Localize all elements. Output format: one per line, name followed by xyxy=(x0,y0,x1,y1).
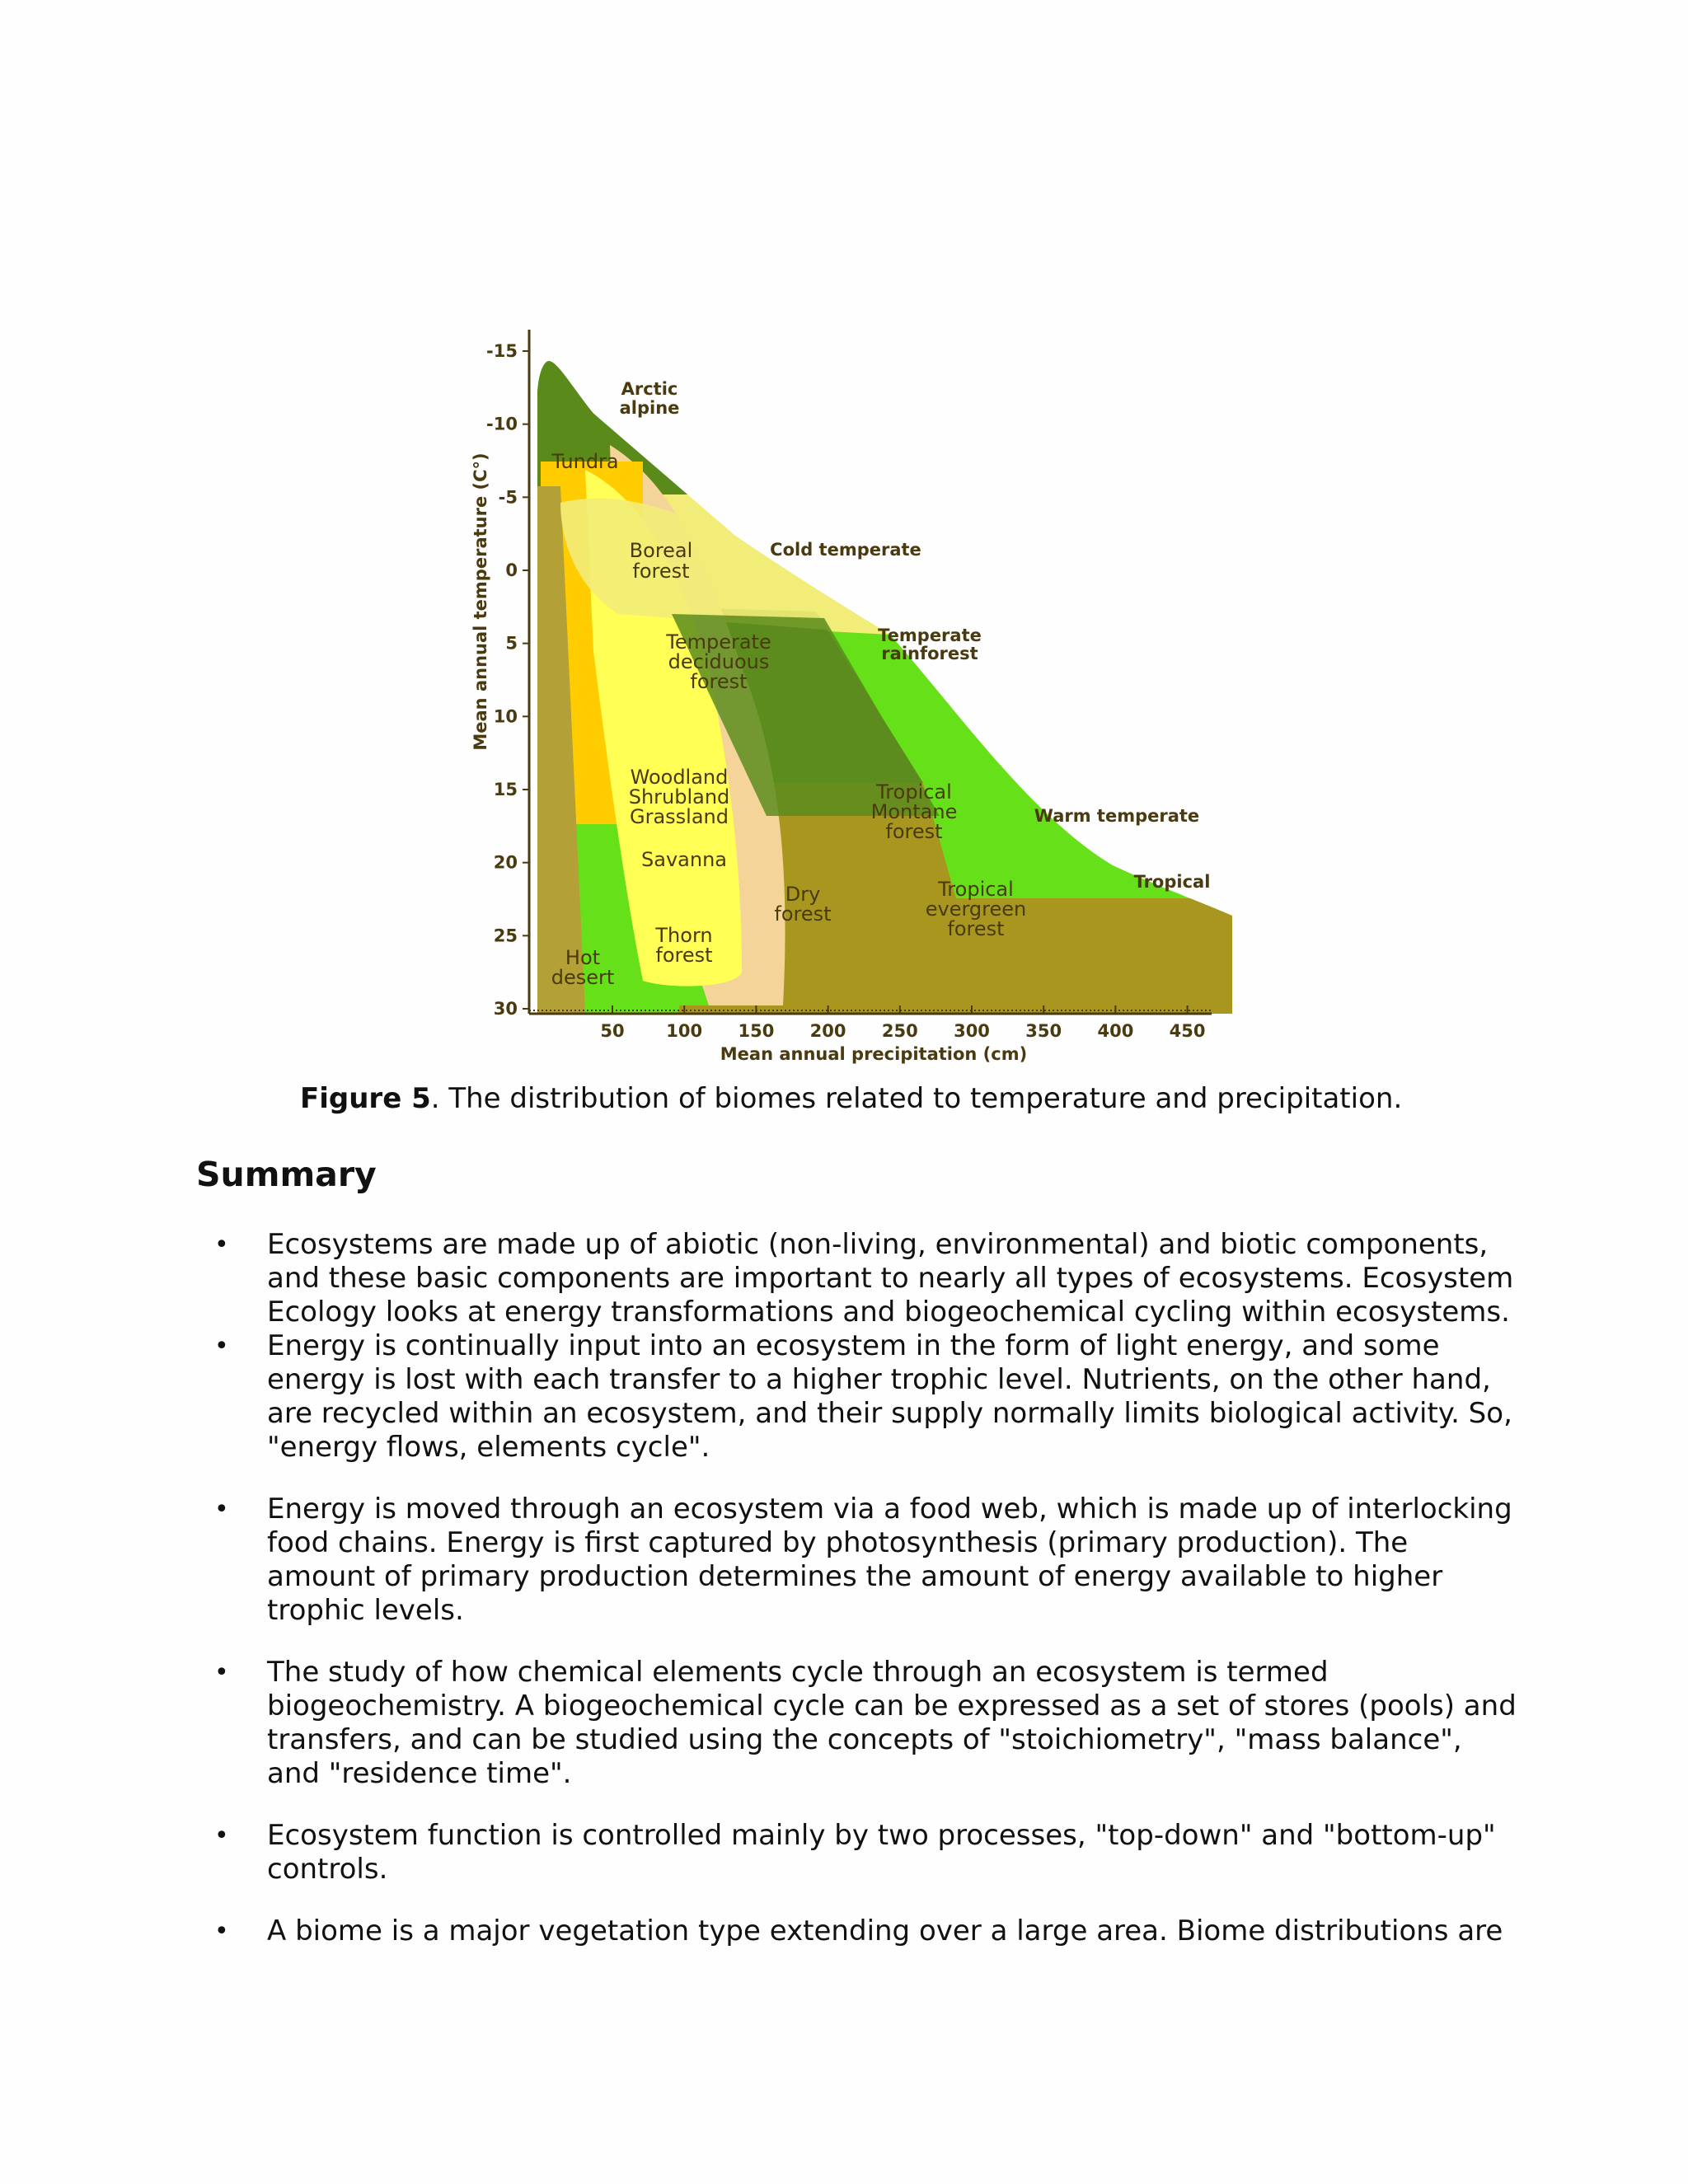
x-tick-label: 250 xyxy=(881,1021,918,1041)
figure-caption-text: . The distribution of biomes related to temperature and precipitation. xyxy=(430,1082,1403,1115)
region-label-woodland: Woodland xyxy=(630,766,729,789)
summary-item xyxy=(196,1228,1523,1329)
y-tick-label: -15 xyxy=(486,341,518,361)
x-tick-label: 200 xyxy=(809,1021,846,1041)
x-tick-label: 400 xyxy=(1097,1021,1134,1041)
region-label-tropical-evergreen-2: evergreen xyxy=(925,898,1027,921)
region-label-tropical-montane-2: Montane xyxy=(870,800,958,823)
y-tick-label: 25 xyxy=(493,926,518,946)
zone-label-rainforest: rainforest xyxy=(881,644,978,663)
y-tick-label: 5 xyxy=(505,633,518,654)
y-axis-title: Mean annual temperature (C°) xyxy=(471,452,490,751)
region-label-tropical-montane-1: Tropical xyxy=(876,780,952,804)
region-label-tropical-montane-3: forest xyxy=(885,820,943,843)
y-tick-group xyxy=(486,341,529,1019)
region-label-savanna: Savanna xyxy=(641,848,727,871)
region-label-thorn-forest: forest xyxy=(655,944,713,967)
y-tick-label: 0 xyxy=(505,560,518,580)
figure-caption-label: Figure 5 xyxy=(300,1082,431,1115)
zone-label-tropical: Tropical xyxy=(1133,872,1211,892)
region-label-tropical-evergreen-3: forest xyxy=(947,917,1005,940)
y-tick-label: -5 xyxy=(498,487,518,508)
region-label-deciduous-forest: forest xyxy=(690,670,748,693)
biome-diagram xyxy=(462,321,1232,1076)
bullet-icon: • xyxy=(214,1495,229,1524)
region-label-tropical-evergreen-1: Tropical xyxy=(938,878,1014,901)
zone-label-arctic: Arctic xyxy=(621,379,678,399)
y-tick-label: -10 xyxy=(486,414,518,434)
region-label-tundra: Tundra xyxy=(551,450,619,473)
region-label-dry: Dry xyxy=(785,883,821,906)
x-tick-label: 350 xyxy=(1025,1021,1062,1041)
summary-item-text: Ecosystem function is controlled mainly by two processes, "top-down" and "bottom-up" controls. xyxy=(267,1819,1496,1886)
biome-figure xyxy=(462,321,1232,1076)
region-label-shrubland: Shrubland xyxy=(628,785,730,808)
x-tick-label: 50 xyxy=(600,1021,625,1041)
summary-heading: Summary xyxy=(196,1155,377,1194)
zone-label-temperate: Temperate xyxy=(878,626,982,645)
region-label-dry-forest: forest xyxy=(774,902,832,926)
summary-item xyxy=(196,1493,1523,1628)
zone-label-cold-temperate: Cold temperate xyxy=(770,540,921,560)
summary-list xyxy=(196,1228,1523,1948)
bullet-icon: • xyxy=(214,1230,229,1259)
summary-item xyxy=(196,1329,1523,1465)
bullet-icon: • xyxy=(214,1917,229,1946)
region-label-grassland: Grassland xyxy=(630,805,729,828)
summary-item xyxy=(196,1819,1523,1886)
region-label-hot: Hot xyxy=(565,946,601,969)
summary-item-text: Ecosystems are made up of abiotic (non-living, environmental) and biotic components, and these basic components are important to nearly all types of ecosystems. Ecosystem Ecology looks at energy transformations and biogeochemical cycling within ecosystems. xyxy=(267,1228,1514,1329)
y-tick-label: 10 xyxy=(493,706,518,727)
x-tick-label: 300 xyxy=(954,1021,990,1041)
y-tick-label: 30 xyxy=(493,999,518,1019)
region-label-boreal-forest: forest xyxy=(632,560,690,583)
bullet-icon: • xyxy=(214,1821,229,1850)
y-tick-label: 15 xyxy=(493,780,518,799)
bullet-icon: • xyxy=(214,1332,229,1361)
region-label-deciduous: deciduous xyxy=(668,650,770,673)
summary-item-text: Energy is continually input into an ecosystem in the form of light energy, and some energy is lost with each transfer to a higher trophic level. Nutrients, on the other hand, are recycled within an ecosystem, and their supply normally limits biological activity. So, "energy flows, elements cycle". xyxy=(267,1329,1512,1464)
summary-item-text: A biome is a major vegetation type extending over a large area. Biome distributions are xyxy=(267,1915,1503,1947)
x-tick-label: 100 xyxy=(666,1021,703,1041)
figure-caption xyxy=(300,1080,1454,1118)
summary-item xyxy=(196,1656,1523,1791)
x-tick-label: 450 xyxy=(1169,1021,1206,1041)
y-tick-label: 20 xyxy=(493,852,518,873)
summary-item-text: The study of how chemical elements cycle through an ecosystem is termed biogeochemistry. A biogeochemical cycle can be expressed as a set of stores (pools) and transfers, and can be studied using the concepts of "stoichiometry", "mass balance", and "residence time". xyxy=(267,1656,1517,1790)
zone-label-alpine: alpine xyxy=(619,398,680,418)
x-tick-label: 150 xyxy=(738,1021,775,1041)
region-label-boreal: Boreal xyxy=(629,539,693,562)
region-label-temperate: Temperate xyxy=(666,630,771,654)
bullet-icon: • xyxy=(214,1658,229,1687)
region-label-thorn: Thorn xyxy=(655,924,713,947)
summary-item-text: Energy is moved through an ecosystem via a food web, which is made up of interlocking food chains. Energy is first captured by photosynthesis (primary production). The amount of primary production determines the amount of energy available to higher trophic levels. xyxy=(267,1493,1512,1627)
region-label-desert: desert xyxy=(551,966,615,989)
x-axis-title: Mean annual precipitation (cm) xyxy=(720,1044,1028,1064)
summary-item xyxy=(196,1915,1523,1948)
zone-label-warm-temperate: Warm temperate xyxy=(1034,806,1200,826)
